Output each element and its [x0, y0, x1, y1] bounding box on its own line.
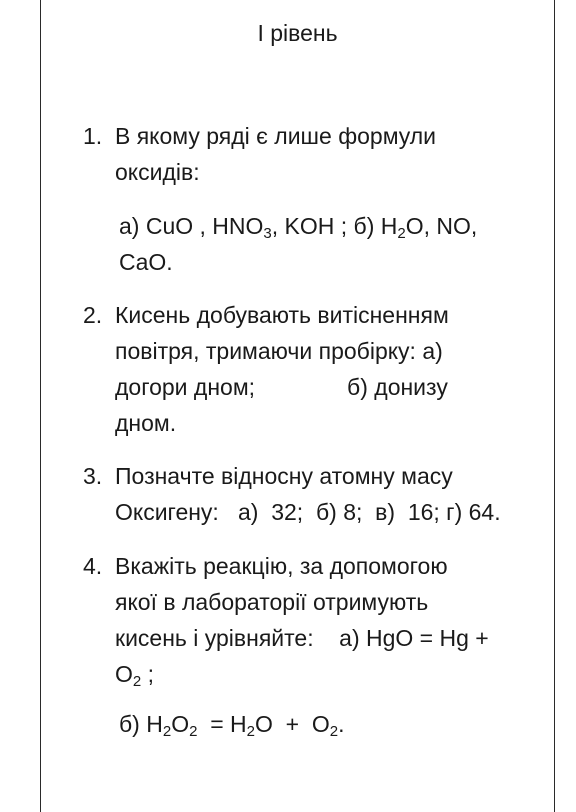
option-a-text: а) CuO , HNO [119, 213, 264, 239]
question-text: Позначте відносну атомну масу [115, 463, 453, 489]
question-text: повітря, тримаючи пробірку: а) [115, 338, 443, 364]
question-text: оксидів: [115, 159, 200, 185]
question-number: 1. [83, 123, 103, 149]
question-number: 2. [83, 302, 103, 328]
question-text: Кисень добувають витісненням [115, 302, 449, 328]
question-text: якої в лабораторії отримують [115, 589, 429, 615]
question-text: Вкажіть реакцію, за допомогою [115, 553, 448, 579]
question-options: Оксигену: а) 32; б) 8; в) 16; г) 64. [115, 499, 501, 525]
page-title: I рівень [257, 20, 338, 46]
question-text: дном. [115, 410, 177, 436]
option-a-text: кисень і урівняйте: а) HgO = Hg + [115, 625, 489, 651]
document-page: I рівень 1. В якому ряді є лише формули оксидів: а) CuO , $HNO_3$, KOH ; б) $H_2O$, NO, CaO. 2. Кисень добувають витісненням повітря, тримаючи пробірку: а) догори дном; б) донизу дном. 3. Позначте відносну атомну масу Оксигену: а) 32; б) 8; в) 16; г) 64. 4. Вкажіть реакцію, за допомогою якої в лабораторії отримують кисень і урівняйте: а) HgO = Hg + $O_2$ ; б) $H_2O_2 = H_2O + O_2$. [40, 0, 555, 812]
question-4-option-b: б) $H_2O_2 = H_2O + O_2$. [119, 711, 345, 740]
question-1-options: а) CuO , $HNO_3$, KOH ; б) $H_2O$, NO, CaO. [119, 208, 529, 280]
question-text: В якому ряді є лише формули [115, 123, 437, 149]
question-number: 3. [83, 463, 103, 489]
option-a-text: догори дном; [115, 374, 256, 400]
question-number: 4. [83, 553, 103, 579]
option-b-continuation: CaO. [119, 249, 173, 275]
option-b-text: б) донизу [347, 374, 448, 400]
